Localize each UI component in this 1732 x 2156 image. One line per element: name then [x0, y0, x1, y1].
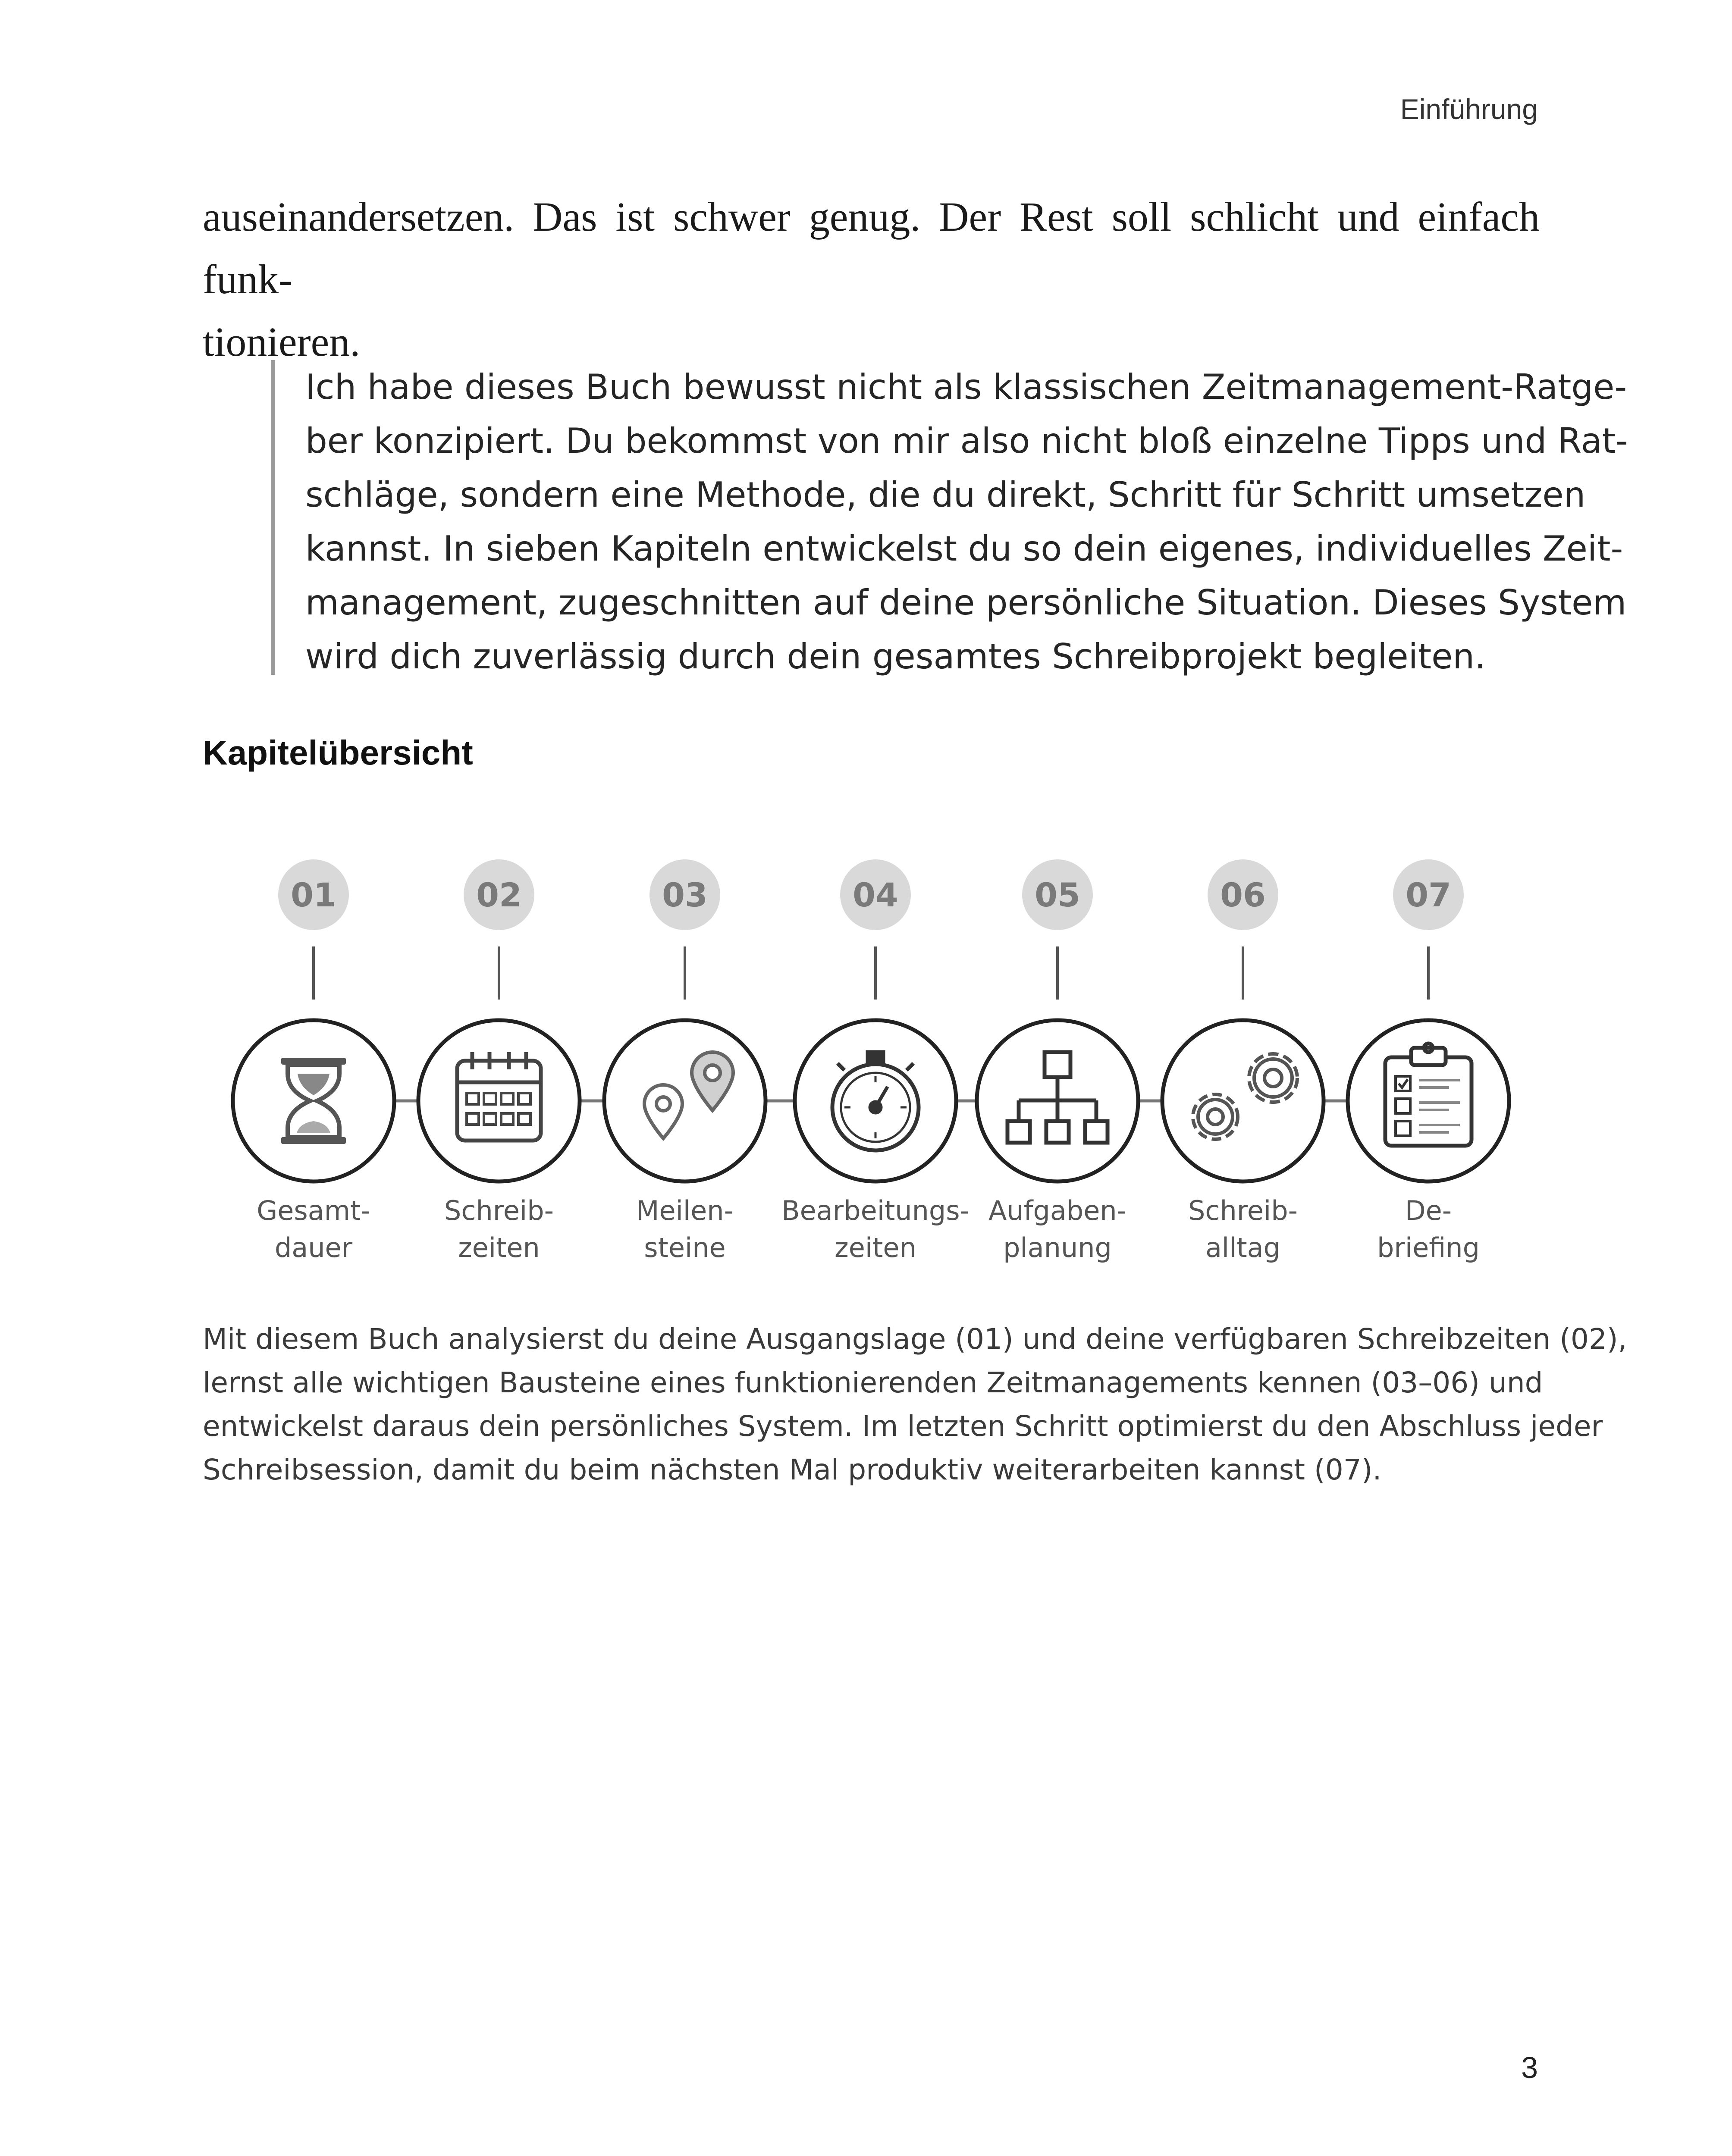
step-circle [418, 1020, 580, 1181]
lead-line: auseinandersetzen. Das ist schwer genug. Der Rest soll schlicht und einfach funk- [203, 194, 1540, 302]
step-label-line: De- [1405, 1195, 1452, 1226]
step-label-line: alltag [1205, 1232, 1281, 1263]
step-label-04 [772, 1192, 979, 1266]
step-circle [1162, 1020, 1324, 1181]
step-label-line: zeiten [835, 1232, 916, 1263]
summary-line: Mit diesem Buch analysierst du deine Ausgangslage (01) und deine verfügbaren Schreibzeiten (02), [203, 1322, 1627, 1356]
step-02 [418, 859, 580, 1181]
step-label-03 [581, 1192, 788, 1266]
quote-line: ber konzipiert. Du bekommst von mir also nicht bloß einzelne Tipps und Rat- [305, 421, 1628, 461]
step-label-line: Schreib- [1188, 1195, 1298, 1226]
step-number: 02 [476, 876, 522, 914]
step-06 [1162, 859, 1324, 1181]
step-label-line: Meilen- [636, 1195, 734, 1226]
running-head: Einführung [1400, 93, 1538, 125]
summary-line: entwickelst daraus dein persönliches System. Im letzten Schritt optimierst du den Abschluss jeder [203, 1410, 1603, 1443]
step-04 [795, 859, 956, 1181]
quote-line: Ich habe dieses Buch bewusst nicht als klassischen Zeitmanagement-Ratge- [305, 367, 1627, 407]
step-label-line: dauer [274, 1232, 353, 1263]
step-number: 01 [291, 876, 336, 914]
step-label-line: Aufgaben- [988, 1195, 1127, 1226]
section-title: Kapitelübersicht [203, 733, 473, 772]
summary-paragraph [203, 1317, 1627, 1492]
step-label-line: zeiten [458, 1232, 540, 1263]
step-label-line: Bearbeitungs- [781, 1195, 970, 1226]
step-label-line: briefing [1377, 1232, 1480, 1263]
page-number: 3 [1521, 2051, 1538, 2084]
quote-line: management, zugeschnitten auf deine persönliche Situation. Dieses System [305, 583, 1627, 623]
quote-line: kannst. In sieben Kapiteln entwickelst du so dein eigenes, individuelles Zeit- [305, 529, 1623, 569]
step-label-07 [1325, 1192, 1532, 1266]
step-label-01 [210, 1192, 417, 1266]
step-label-05 [954, 1192, 1161, 1266]
lead-line: tionieren. [203, 319, 361, 365]
summary-line: lernst alle wichtigen Bausteine eines funktionierenden Zeitmanagements kennen (03–06) und [203, 1366, 1543, 1399]
quote-line: schläge, sondern eine Methode, die du direkt, Schritt für Schritt umsetzen [305, 475, 1586, 515]
step-07 [1348, 859, 1509, 1181]
step-number: 06 [1220, 876, 1266, 914]
lead-paragraph [203, 185, 1540, 373]
step-label-02 [395, 1192, 602, 1266]
pull-quote [271, 360, 1628, 677]
step-05 [977, 859, 1138, 1181]
step-number: 05 [1035, 876, 1080, 914]
quote-line: wird dich zuverlässig durch dein gesamtes Schreibprojekt begleiten. [305, 636, 1486, 677]
step-03 [604, 859, 766, 1181]
step-label-06 [1139, 1192, 1346, 1266]
step-01 [233, 859, 394, 1181]
step-label-line: Gesamt- [257, 1195, 370, 1226]
step-number: 04 [853, 876, 898, 914]
step-label-line: planung [1003, 1232, 1112, 1263]
step-label-line: steine [644, 1232, 726, 1263]
summary-line: Schreibsession, damit du beim nächsten Mal produktiv weiterarbeiten kannst (07). [203, 1453, 1382, 1486]
step-label-line: Schreib- [444, 1195, 554, 1226]
step-circle [604, 1020, 766, 1181]
step-number: 07 [1406, 876, 1451, 914]
step-number: 03 [662, 876, 708, 914]
